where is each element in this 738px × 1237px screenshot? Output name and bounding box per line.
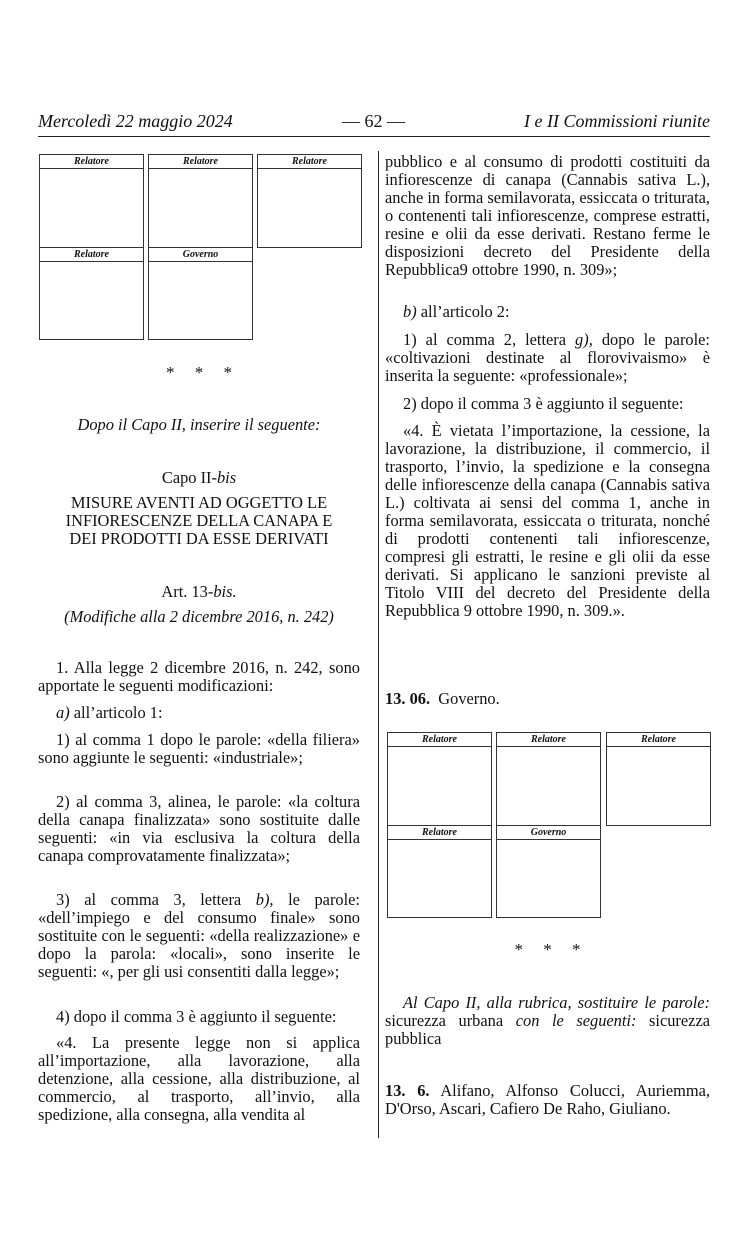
item-text: 3) al comma 3, lettera bbox=[56, 890, 242, 909]
signature-box-relatore bbox=[606, 732, 711, 826]
article-subtitle: (Modifiche alla 2 dicembre 2016, n. 242) bbox=[64, 607, 334, 626]
amendment-signature bbox=[385, 1082, 710, 1118]
signature-label: Governo bbox=[149, 248, 252, 262]
instruction-text bbox=[385, 994, 710, 1048]
chapter-title-line: MISURE AVENTI AD OGGETTO LE bbox=[70, 493, 328, 512]
quoted-text: «4. È vietata l’importazione, la cessione, la lavorazione, la distribuzione, il commercio, il trasporto, l’invio, la spedizione e la consegna delle infiorescenze della canapa (Cannabis sativa L.) coltivata ai sensi del comma 1, anche in forma semilavorata, essiccata o triturata, nonché di prodotti contenenti tali infiorescenze, compresi gli estratti, le resine e gli olii da esse derivati. Si applicano le sanzioni previste al Titolo VIII del decreto del Presidente della Repubblica 9 ottobre 1990, n. 309.». bbox=[385, 421, 710, 620]
header-rule bbox=[38, 136, 710, 137]
numbered-item bbox=[385, 331, 710, 385]
amendment-number: 13. 06. bbox=[385, 689, 431, 708]
item-letter: b), bbox=[255, 890, 274, 909]
instruction-quoted: sicurezza urbana bbox=[385, 1011, 504, 1030]
signature-box-relatore bbox=[257, 154, 362, 248]
numbered-item: 1) al comma 1 dopo le parole: «della filiera» sono aggiunte le seguenti: «industriale»; bbox=[38, 730, 360, 767]
item-text: le parole: «dell’impiego e del consumo finale» sono sostituite con le seguenti: «della realizzazione» e dopo la parola: «locali», sono inserite le seguenti: «, per gli usi consentiti dalla legge»; bbox=[38, 890, 360, 981]
header-page-number: — 62 — bbox=[342, 111, 405, 131]
chapter-title-line: INFIORESCENZE DELLA CANAPA E bbox=[65, 511, 333, 530]
quoted-text: «4. La presente legge non si applica all’importazione, alla lavorazione, alla detenzione, alla cessione, alla distribuzione, al commercio, al trasporto, all’invio, alla spedizione, alla consegna, alla vendita al bbox=[38, 1033, 360, 1124]
chapter-heading bbox=[38, 469, 360, 487]
article-suffix: bis. bbox=[213, 582, 237, 601]
column-divider bbox=[378, 151, 379, 1138]
signature-label: Relatore bbox=[149, 155, 252, 169]
letter-label: b) bbox=[403, 302, 417, 321]
amendment-author: Governo. bbox=[438, 689, 500, 708]
instruction-text: Dopo il Capo II, inserire il seguente: bbox=[77, 415, 321, 434]
separator-stars: * * * bbox=[166, 363, 232, 382]
signature-label: Relatore bbox=[607, 733, 710, 747]
letter-text: all’articolo 1: bbox=[73, 703, 163, 722]
signature-box-relatore bbox=[39, 154, 144, 248]
letter-item bbox=[385, 303, 710, 321]
numbered-item: 2) dopo il comma 3 è aggiunto il seguente: bbox=[403, 394, 684, 413]
signature-label: Relatore bbox=[258, 155, 361, 169]
item-text: 1) al comma 2, lettera bbox=[403, 330, 567, 349]
letter-item bbox=[38, 704, 360, 722]
amendment-number: 13. 6. bbox=[385, 1081, 430, 1100]
page-header bbox=[38, 111, 710, 135]
signature-label: Relatore bbox=[40, 248, 143, 262]
signature-label: Relatore bbox=[388, 733, 491, 747]
signature-box-governo bbox=[496, 825, 601, 918]
letter-text: all’articolo 2: bbox=[420, 302, 510, 321]
numbered-item: 4) dopo il comma 3 è aggiunto il seguente: bbox=[56, 1007, 337, 1026]
signature-box-relatore bbox=[387, 825, 492, 918]
instruction-quoted: sicurezza pubblica bbox=[385, 1011, 710, 1048]
paragraph: 1. Alla legge 2 dicembre 2016, n. 242, sono apportate le seguenti modificazioni: bbox=[38, 658, 360, 695]
amendment-authors: Alifano, Alfonso Colucci, Auriemma, D'Orso, Ascari, Cafiero De Raho, Giuliano. bbox=[385, 1081, 710, 1118]
numbered-item bbox=[38, 891, 360, 981]
numbered-item: 2) al comma 3, alinea, le parole: «la coltura della canapa finalizzata» sono sostituite dalle seguenti: «in via esclusiva la coltura della canapa comprovatamente finalizzata»; bbox=[38, 792, 360, 865]
signature-box-relatore bbox=[148, 154, 253, 248]
chapter-title bbox=[38, 494, 360, 548]
item-text: dopo le parole: «coltivazioni destinate al florovivaismo» è inserita la seguente: «professionale»; bbox=[385, 330, 710, 385]
article-prefix: Art. 13- bbox=[161, 582, 214, 601]
letter-label: a) bbox=[56, 703, 70, 722]
signature-box-relatore bbox=[39, 247, 144, 340]
signature-label: Governo bbox=[497, 826, 600, 840]
item-letter: g), bbox=[575, 330, 593, 349]
signature-label: Relatore bbox=[40, 155, 143, 169]
continued-text: pubblico e al consumo di prodotti costituiti da infiorescenze di canapa (Cannabis sativa L.), anche in forma semilavorata, essiccata o triturata, o contenenti tali infiorescenze, comprese estratti, resine e olii da esse derivati. Restano ferme le disposizioni decreto del Presidente della Repubblica9 ottobre 1990, n. 309»; bbox=[385, 152, 710, 279]
amendment-signature bbox=[385, 690, 710, 708]
chapter-title-line: DEI PRODOTTI DA ESSE DERIVATI bbox=[69, 529, 329, 548]
signature-label: Relatore bbox=[497, 733, 600, 747]
instruction-italic: Al Capo II, alla rubrica, sostituire le parole: bbox=[403, 993, 710, 1012]
instruction-italic: con le seguenti: bbox=[515, 1011, 637, 1030]
separator-stars: * * * bbox=[514, 940, 581, 959]
signature-box-relatore bbox=[496, 732, 601, 826]
article-heading bbox=[38, 583, 360, 601]
chapter-suffix: bis bbox=[216, 468, 237, 487]
signature-box-governo bbox=[148, 247, 253, 340]
signature-label: Relatore bbox=[388, 826, 491, 840]
signature-box-relatore bbox=[387, 732, 492, 826]
header-commission: I e II Commissioni riunite bbox=[524, 111, 710, 131]
chapter-prefix: Capo II- bbox=[161, 468, 217, 487]
header-date: Mercoledì 22 maggio 2024 bbox=[38, 111, 233, 131]
